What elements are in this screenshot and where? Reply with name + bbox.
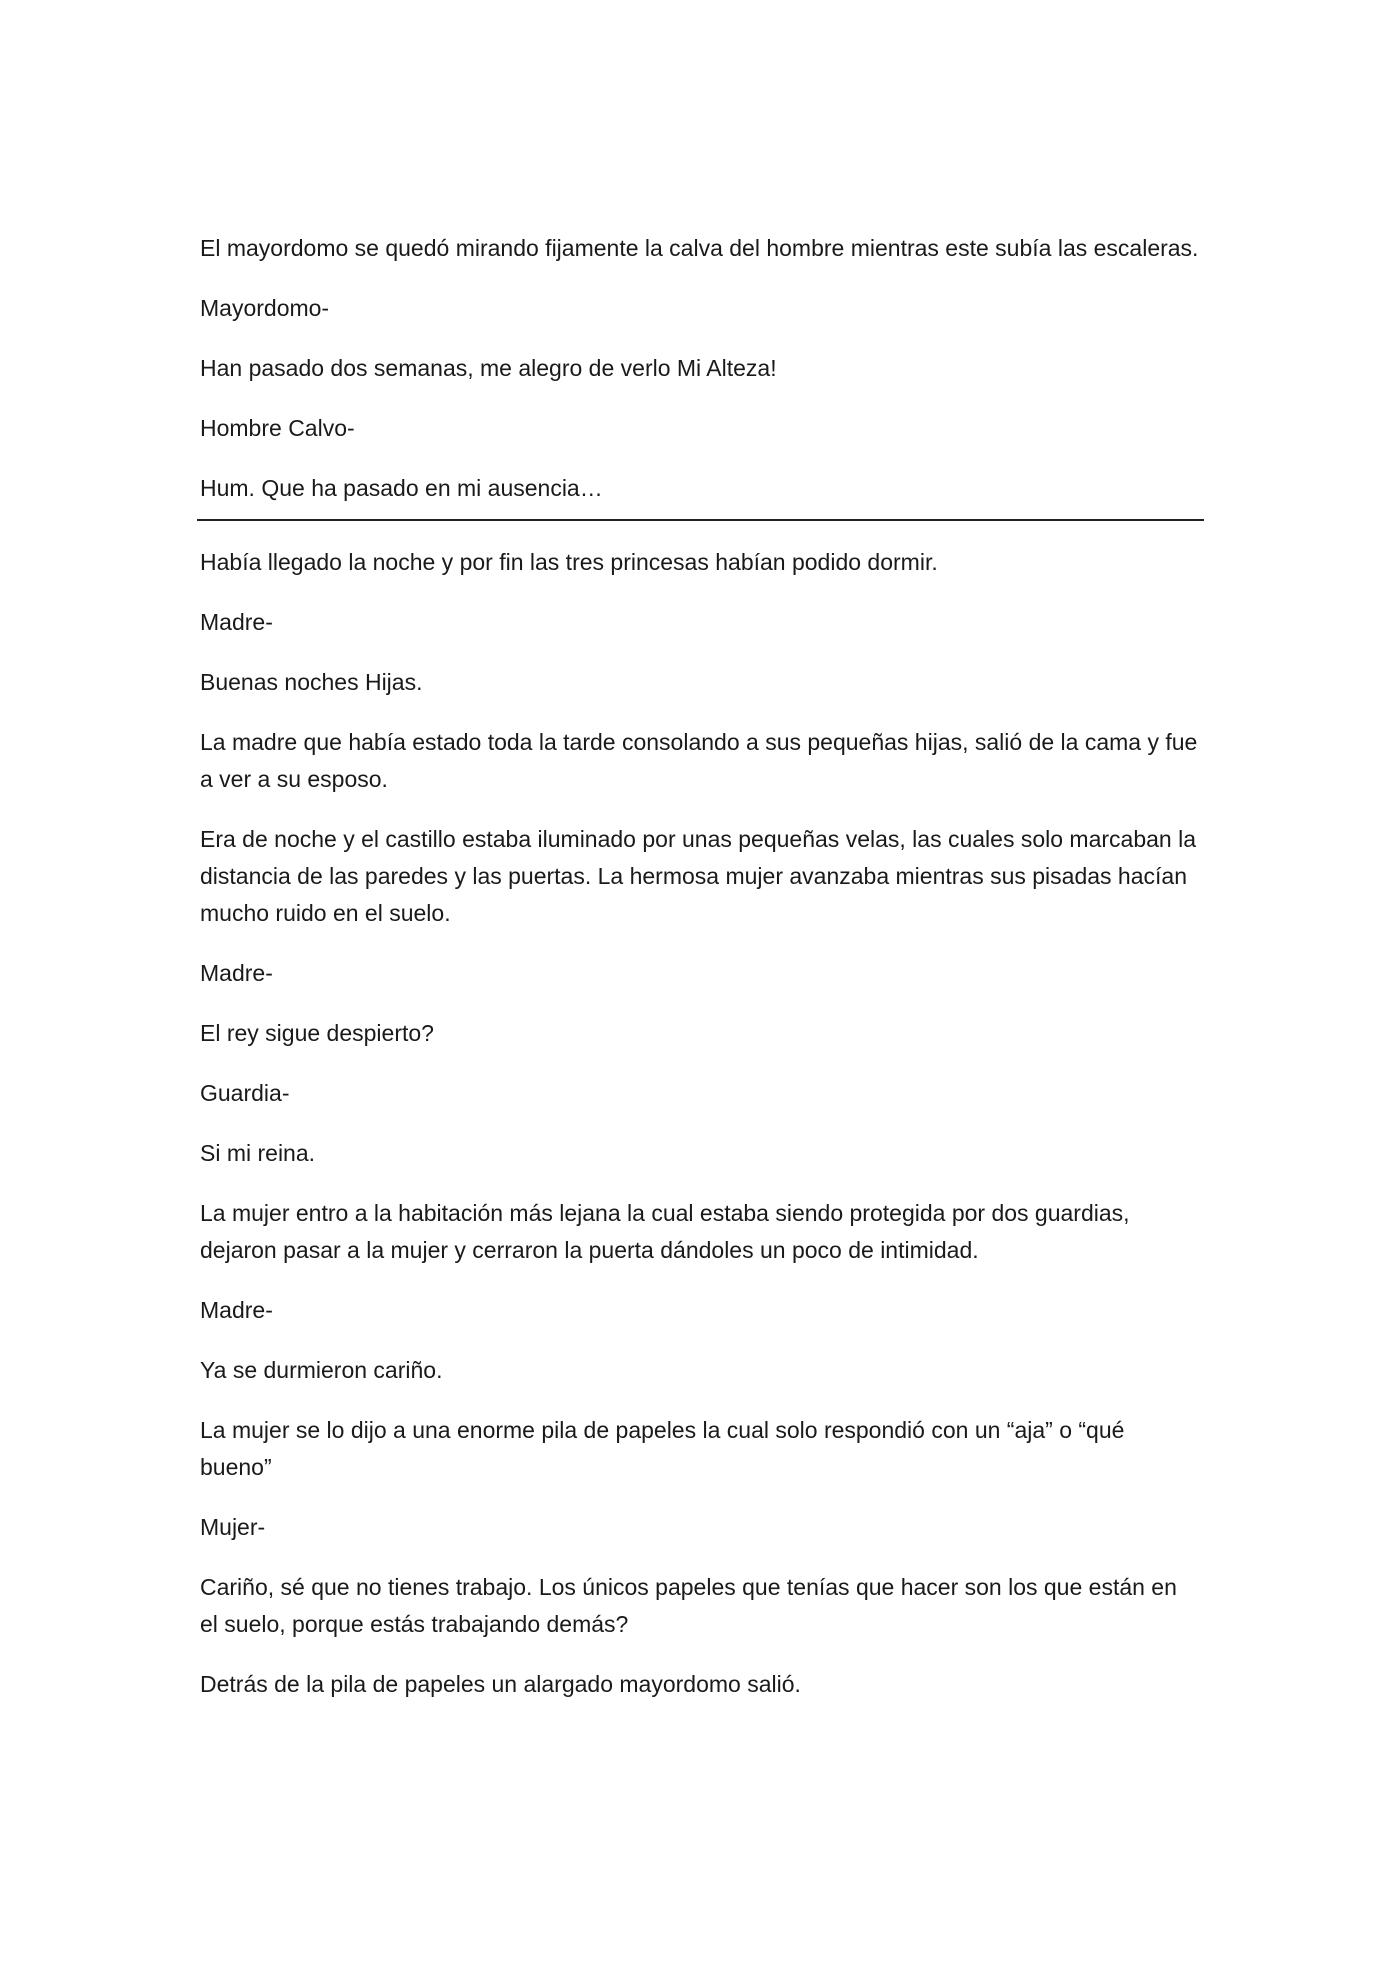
dialogue-line: Hum. Que ha pasado en mi ausencia… bbox=[200, 475, 603, 501]
paragraph: El mayordomo se quedó mirando fijamente la calva del hombre mientras este subía las escaleras. bbox=[200, 235, 1199, 261]
section-divider bbox=[197, 519, 1204, 521]
dialogue-line: Buenas noches Hijas. bbox=[200, 669, 423, 695]
speaker-label: Madre- bbox=[200, 609, 273, 635]
dialogue-line: Ya se durmieron cariño. bbox=[200, 1357, 443, 1383]
speaker-label: Mayordomo- bbox=[200, 295, 330, 321]
speaker-label: Hombre Calvo- bbox=[200, 415, 355, 441]
dialogue-line: Han pasado dos semanas, me alegro de verlo Mi Alteza! bbox=[200, 355, 777, 381]
speaker-label: Madre- bbox=[200, 960, 273, 986]
paragraph: Había llegado la noche y por fin las tres princesas habían podido dormir. bbox=[200, 549, 938, 575]
speaker-label: Madre- bbox=[200, 1297, 273, 1323]
dialogue-line: El rey sigue despierto? bbox=[200, 1020, 434, 1046]
paragraph: Era de noche y el castillo estaba iluminado por unas pequeñas velas, las cuales solo marcaban la distancia de las paredes y las puertas. La hermosa mujer avanzaba mientras sus pisadas hacían mucho ruido en el suelo. bbox=[200, 826, 1196, 926]
speaker-label: Mujer- bbox=[200, 1514, 266, 1540]
dialogue-line: Cariño, sé que no tienes trabajo. Los únicos papeles que tenías que hacer son los que están en el suelo, porque estás trabajando demás? bbox=[200, 1574, 1177, 1637]
paragraph: Detrás de la pila de papeles un alargado mayordomo salió. bbox=[200, 1671, 801, 1697]
document-body bbox=[200, 230, 1200, 1726]
paragraph: La mujer entro a la habitación más lejana la cual estaba siendo protegida por dos guardias, dejaron pasar a la mujer y cerraron la puerta dándoles un poco de intimidad. bbox=[200, 1200, 1130, 1263]
paragraph: La madre que había estado toda la tarde consolando a sus pequeñas hijas, salió de la cama y fue a ver a su esposo. bbox=[200, 729, 1198, 792]
paragraph: La mujer se lo dijo a una enorme pila de papeles la cual solo respondió con un “aja” o “qué bueno” bbox=[200, 1417, 1125, 1480]
speaker-label: Guardia- bbox=[200, 1080, 290, 1106]
dialogue-line: Si mi reina. bbox=[200, 1140, 316, 1166]
